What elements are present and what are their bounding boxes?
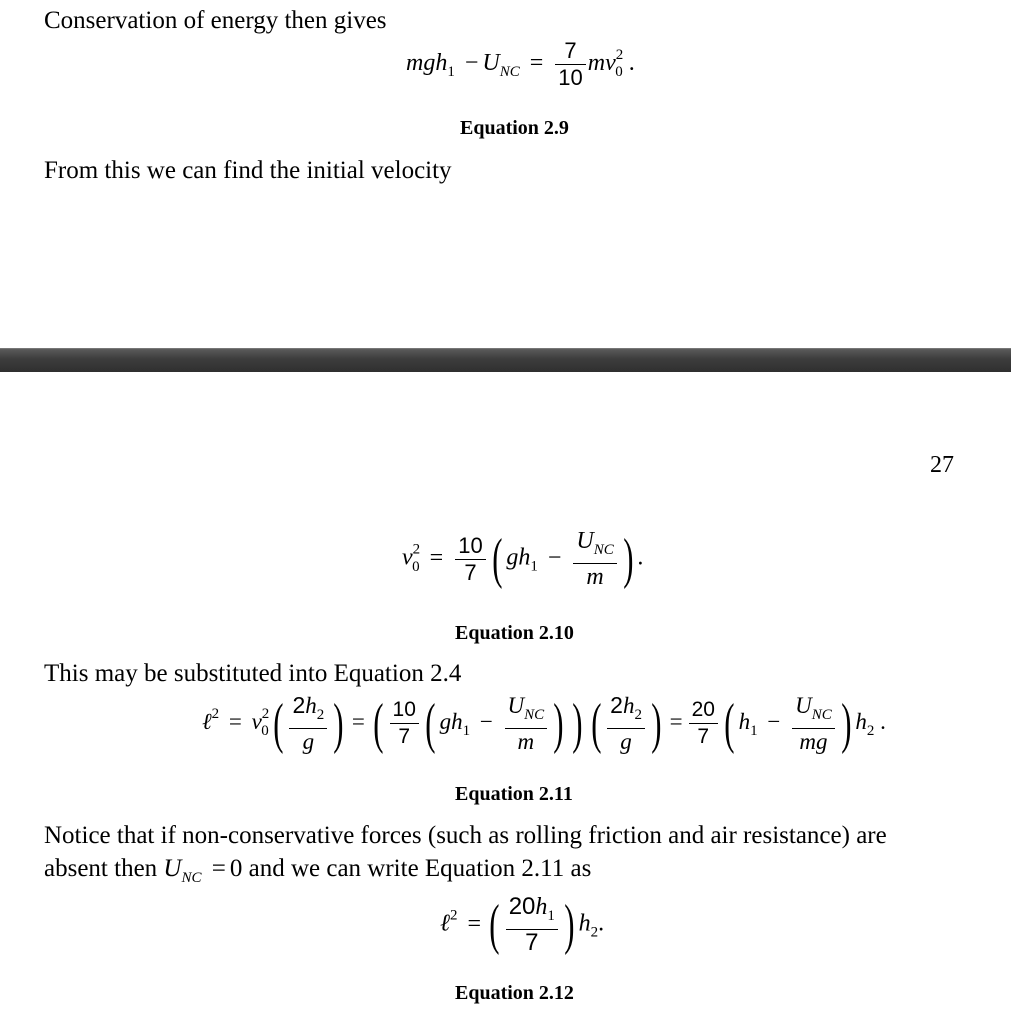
equation-2-12: ℓ$^2$ = ( $\frac{20h_1}{7}$ ) $h_2$. [440,893,605,956]
paragraph-conservation: Conservation of energy then gives [44,7,387,34]
paragraph-notice-line2: absent then $U_{NC} = 0$ and we can write Equation 2.11 as [44,855,592,886]
notice-text-after: and we can write Equation 2.11 as [248,855,592,882]
equation-caption-2-12: Equation 2.12 [455,982,574,1004]
paragraph-initial-velocity: From this we can find the initial velocity [44,157,452,184]
equation-caption-2-10: Equation 2.10 [455,622,574,644]
notice-text-before: absent then [44,855,158,882]
equation-caption-2-9: Equation 2.9 [460,117,569,139]
equation-2-10: $v^2_0$ = $\frac{10}{7}$ ( $gh_1$ − $\frac{U_{NC}}{m}$ ) . [402,528,644,590]
paragraph-substitution: This may be substituted into Equation 2.4 [44,660,462,687]
equation-2-11: ℓ$^2$ = $v^2_0$( $\frac{2h_2}{g}$ ) = ( $\frac{10}{7}$ ( $gh_1$ − $\frac{U_{NC}}{m}$ ) ) ( $\frac{2h_2}{g}$ ) = $\frac{20}{7}$ ( $h_1$ − $\frac{U_{NC}}{mg}$ ) $h_2$ . [202,692,886,755]
equation-caption-2-11: Equation 2.11 [455,783,573,805]
paragraph-notice-line1: Notice that if non-conservative forces (such as rolling friction and air resistance) are [44,822,887,849]
equation-2-9: $mgh_1 - U_{NC}$ = $\frac{7}{10}$ $mv^2_0$ . [406,38,635,90]
page-number: 27 [930,452,954,478]
page-separator [0,348,1011,373]
document-page-top [0,0,1011,348]
